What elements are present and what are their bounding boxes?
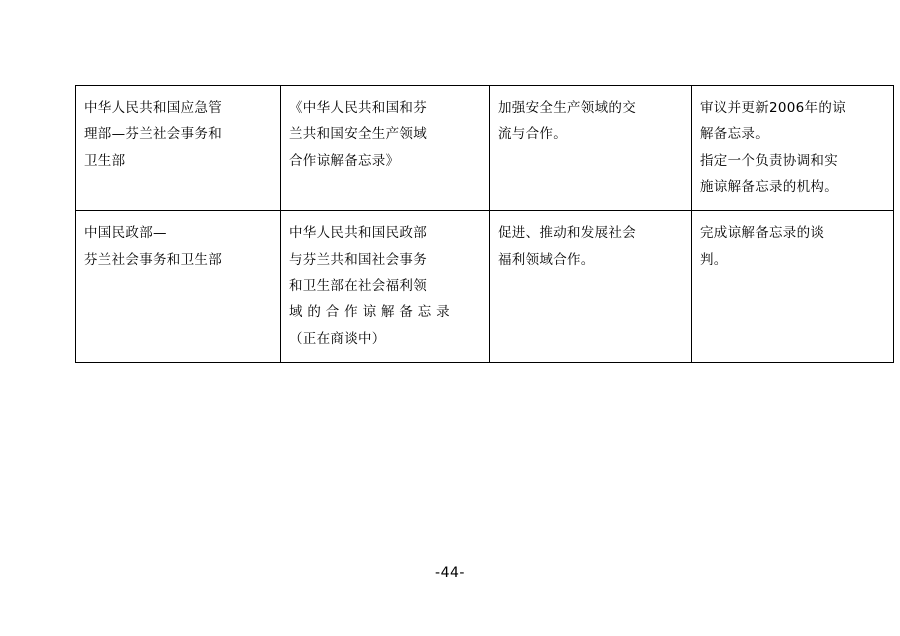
- cell-text-line: （正在商谈中）: [289, 330, 386, 347]
- cell-text-line: 加强安全生产领域的交: [498, 100, 636, 116]
- table-row: [76, 86, 894, 211]
- cell-text-line: 域 的 合 作 谅 解 备 忘 录: [289, 304, 450, 321]
- cell-text-line: 判。: [700, 251, 728, 268]
- page-number: -44-: [435, 565, 465, 581]
- table-cell-action: [692, 211, 894, 363]
- cell-text-line: 与芬兰共和国社会事务: [289, 251, 427, 268]
- cell-text-line: 和卫生部在社会福利领: [289, 277, 427, 294]
- cell-text-line: 完成谅解备忘录的谈: [700, 225, 825, 242]
- cell-text-line: 合作谅解备忘录》: [289, 152, 400, 169]
- cell-text-line: 中国民政部—: [84, 225, 167, 242]
- cell-text-line: 芬兰社会事务和卫生部: [84, 251, 222, 268]
- table-cell-purpose: [490, 86, 692, 211]
- table-cell-party: [76, 211, 281, 363]
- cell-text-line: 福利领域合作。: [498, 251, 595, 268]
- cell-text-line: 解备忘录。: [700, 126, 769, 143]
- table-cell-action: [692, 86, 894, 211]
- cell-text-line: 施谅解备忘录的机构。: [700, 178, 838, 195]
- cell-text-line: 兰共和国安全生产领域: [289, 126, 427, 143]
- cell-text-line: 理部—芬兰社会事务和: [84, 126, 222, 143]
- cell-text-line: 《中华人民共和国和芬: [289, 100, 427, 116]
- table-cell-document-title: [281, 86, 490, 211]
- cell-text-line: 促进、推动和发展社会: [498, 225, 636, 242]
- table-cell-purpose: [490, 211, 692, 363]
- table-cell-document-title: [281, 211, 490, 363]
- agreement-table: [75, 85, 894, 363]
- cell-text-line: 审议并更新2006年的谅: [700, 100, 846, 116]
- table-cell-party: [76, 86, 281, 211]
- cell-text-line: 卫生部: [84, 152, 126, 169]
- table-row: [76, 211, 894, 363]
- cell-text-line: 中华人民共和国民政部: [289, 225, 427, 242]
- cell-text-line: 中华人民共和国应急管: [84, 100, 222, 116]
- cell-text-line: 指定一个负责协调和实: [700, 152, 838, 169]
- cell-text-line: 流与合作。: [498, 126, 567, 143]
